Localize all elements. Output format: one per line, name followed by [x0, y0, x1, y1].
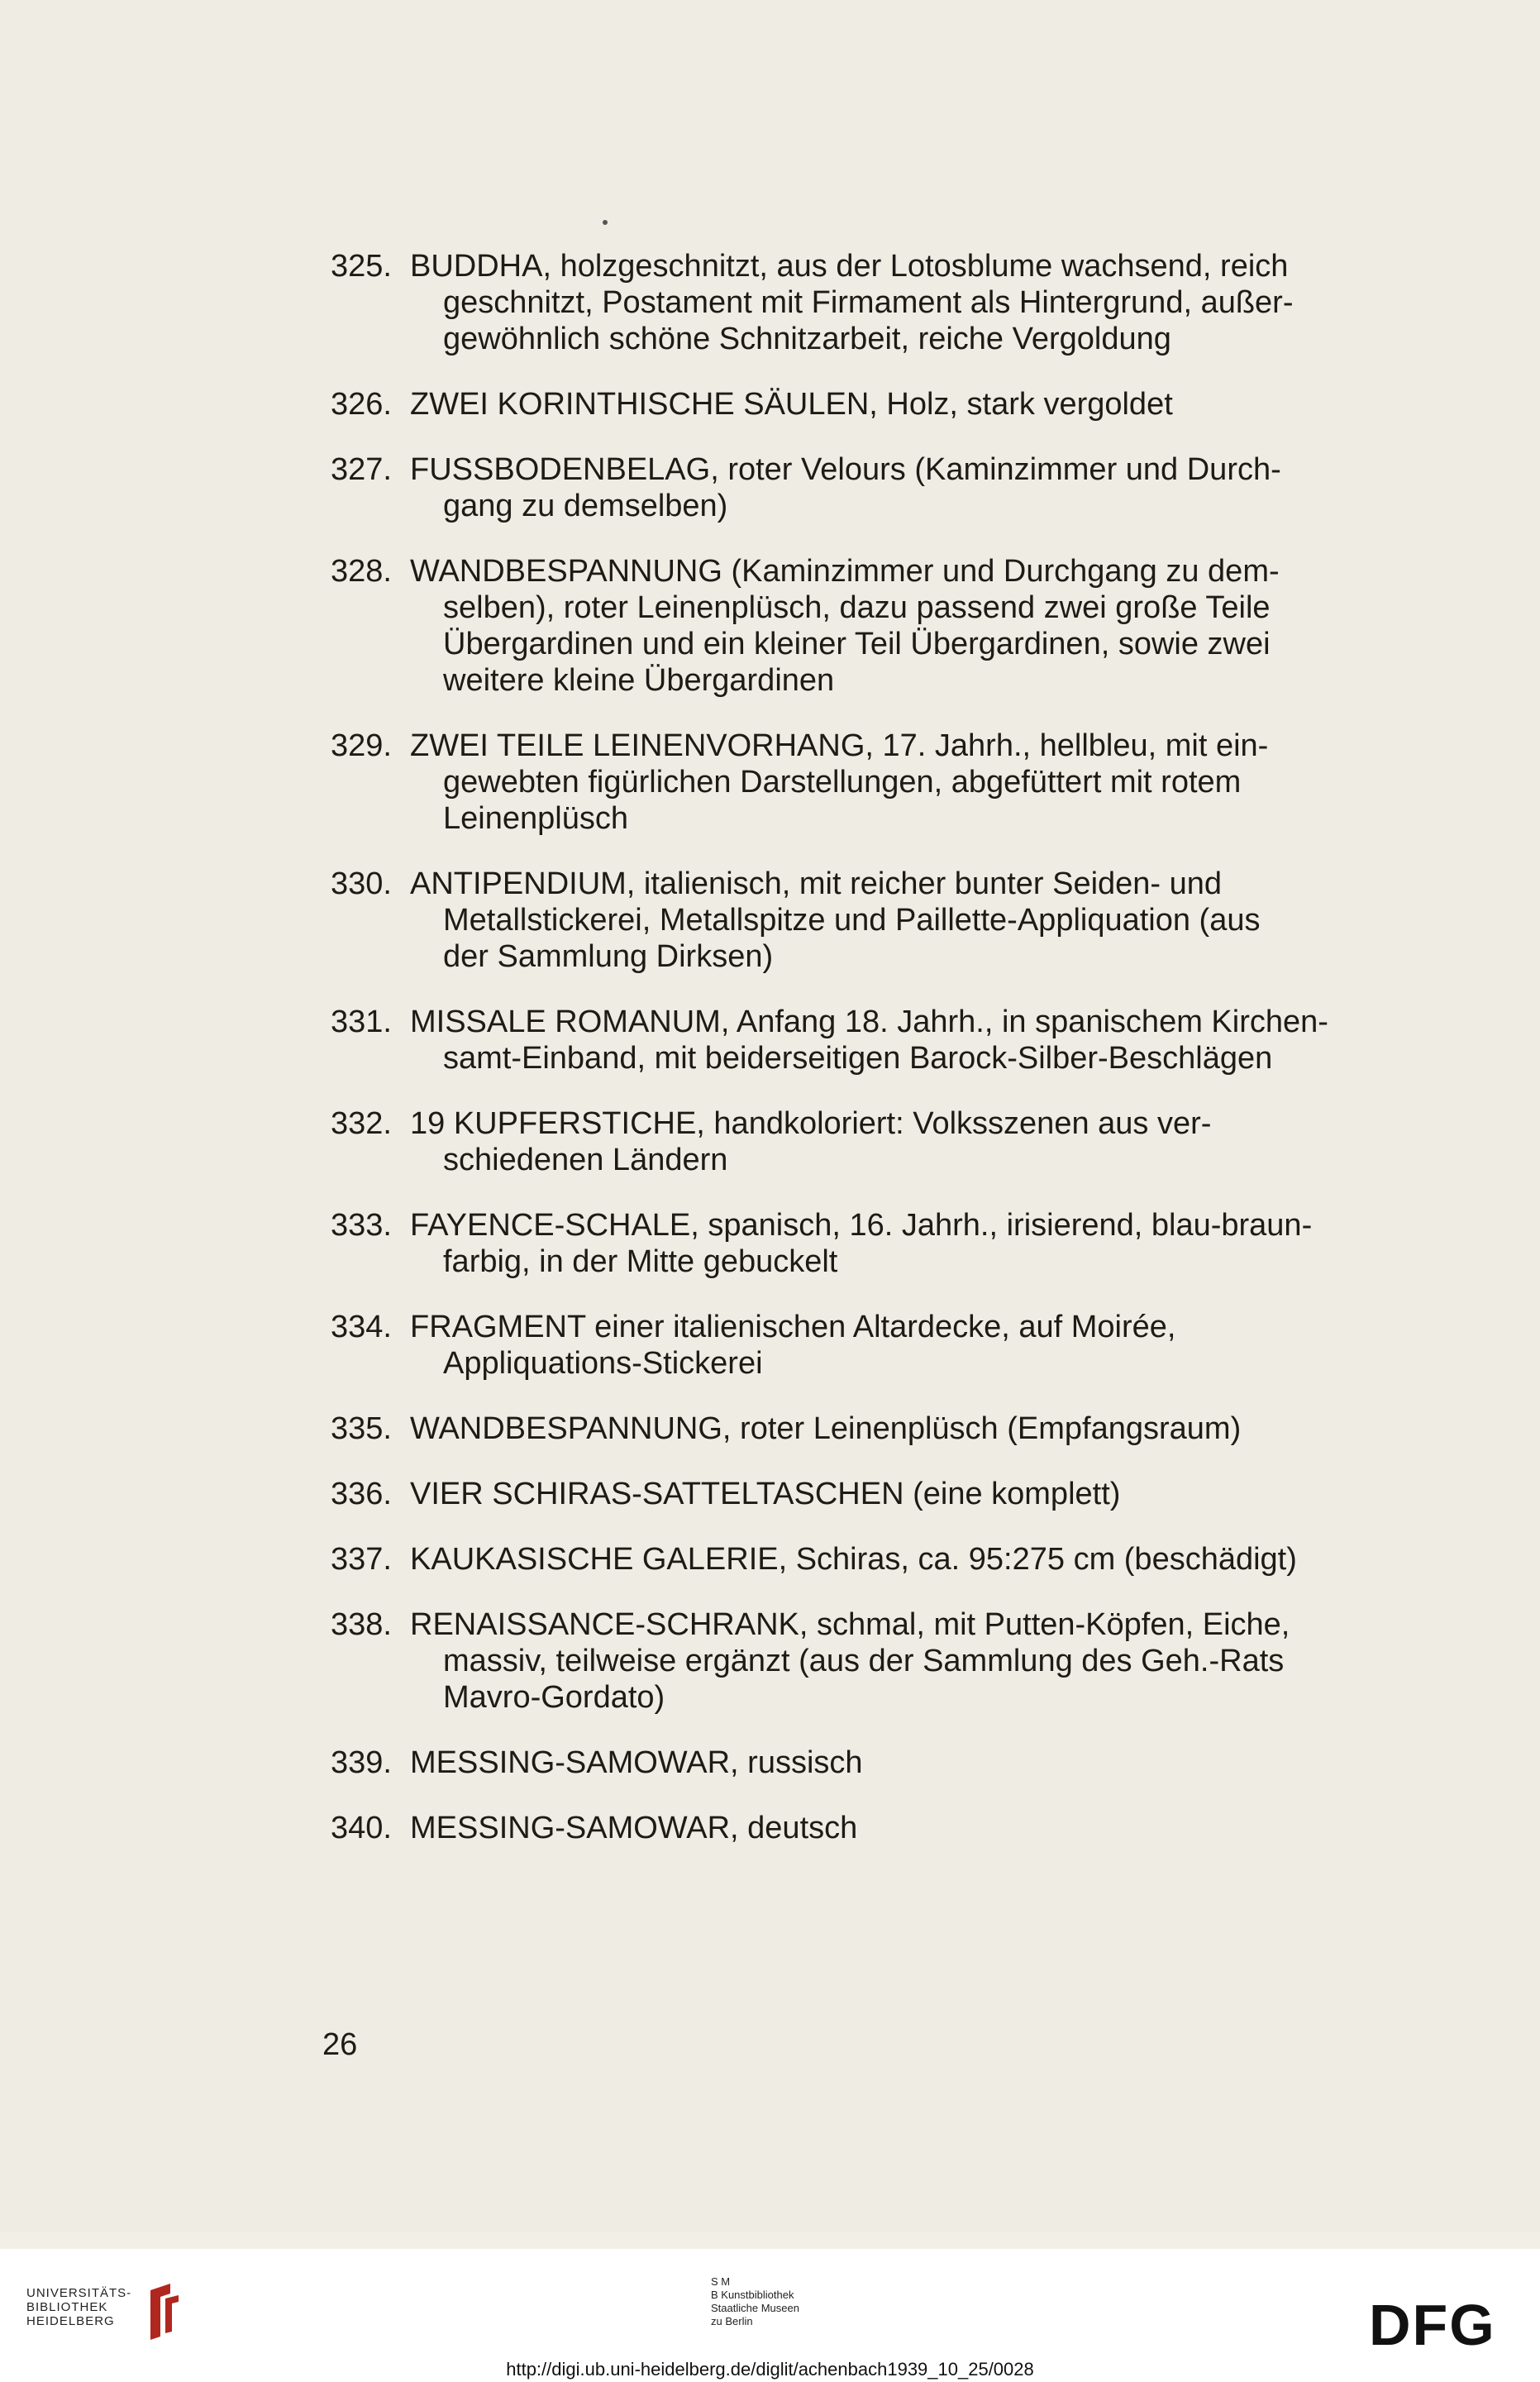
- entry-description: [410, 386, 1438, 422]
- entry-line: weitere kleine Übergardinen: [443, 663, 835, 698]
- entry-line: RENAISSANCE-SCHRANK, schmal, mit Putten-Köpfen, Eiche,: [410, 1607, 1290, 1642]
- entry-number: 326.: [331, 387, 392, 422]
- entry-line: samt-Einband, mit beiderseitigen Barock-Silber-Beschlägen: [443, 1041, 1273, 1076]
- entry-line: FAYENCE-SCHALE, spanisch, 16. Jahrh., irisierend, blau-braun-: [410, 1208, 1313, 1243]
- entry-line: Leinenplüsch: [443, 801, 628, 836]
- catalog-entry: [322, 1810, 1438, 1846]
- entry-number: 325.: [331, 249, 392, 284]
- catalog-entry: [322, 1745, 1438, 1781]
- catalog-entry: [322, 1411, 1438, 1447]
- catalog-entry: [322, 553, 1438, 699]
- entry-description: [410, 1606, 1438, 1716]
- entry-description: [410, 451, 1438, 524]
- entry-number: 327.: [331, 452, 392, 487]
- entry-number: 340.: [331, 1811, 392, 1845]
- entry-line: FUSSBODENBELAG, roter Velours (Kaminzimmer und Durch-: [410, 452, 1281, 487]
- catalog-entry: [322, 1541, 1438, 1578]
- entry-line: FRAGMENT einer italienischen Altardecke, auf Moirée,: [410, 1310, 1176, 1344]
- entry-number: 333.: [331, 1208, 392, 1243]
- entry-line: MESSING-SAMOWAR, deutsch: [410, 1811, 858, 1845]
- entry-description: [410, 1105, 1438, 1178]
- catalog-entry: [322, 728, 1438, 837]
- entry-line: Appliquations-Stickerei: [443, 1346, 763, 1381]
- catalog-entry: [322, 248, 1438, 357]
- entry-number: 330.: [331, 866, 392, 901]
- catalog-entry: [322, 1476, 1438, 1512]
- sm-logo-line: S M: [711, 2275, 731, 2288]
- entry-description: [410, 1810, 1438, 1846]
- dfg-logo: DFG: [1369, 2293, 1496, 2357]
- sm-logo-line: Staatliche Museen: [711, 2302, 799, 2314]
- entry-line: geschnitzt, Postament mit Firmament als Hintergrund, außer-: [443, 285, 1294, 320]
- entry-line: der Sammlung Dirksen): [443, 939, 774, 974]
- entry-line: ZWEI TEILE LEINENVORHANG, 17. Jahrh., hellbleu, mit ein-: [410, 728, 1269, 763]
- entry-description: [410, 1411, 1438, 1447]
- catalog-list: [322, 248, 1438, 1875]
- entry-description: [410, 728, 1438, 837]
- entry-number: 338.: [331, 1607, 392, 1642]
- entry-number: 334.: [331, 1310, 392, 1344]
- entry-number: 331.: [331, 1005, 392, 1039]
- catalog-entry: [322, 1105, 1438, 1178]
- entry-description: [410, 1476, 1438, 1512]
- entry-line: ZWEI KORINTHISCHE SÄULEN, Holz, stark vergoldet: [410, 387, 1173, 422]
- catalog-entry: [322, 451, 1438, 524]
- sm-kunstbibliothek-logo: [711, 2275, 799, 2328]
- university-emblem-icon: [142, 2282, 185, 2343]
- entry-line: WANDBESPANNUNG, roter Leinenplüsch (Empfangsraum): [410, 1411, 1242, 1446]
- university-library-logo: [26, 2286, 131, 2328]
- university-logo-line: BIBLIOTHEK: [26, 2300, 108, 2314]
- catalog-entry: [322, 1004, 1438, 1076]
- entry-description: [410, 866, 1438, 975]
- catalog-entry: [322, 866, 1438, 975]
- entry-line: schiedenen Ländern: [443, 1143, 728, 1177]
- sm-logo-line: zu Berlin: [711, 2315, 753, 2327]
- permalink-url[interactable]: http://digi.ub.uni-heidelberg.de/diglit/achenbach1939_10_25/0028: [506, 2359, 1034, 2380]
- entry-line: KAUKASISCHE GALERIE, Schiras, ca. 95:275 cm (beschädigt): [410, 1542, 1297, 1577]
- catalog-entry: [322, 386, 1438, 422]
- catalog-entry: [322, 1606, 1438, 1716]
- entry-line: gewebten figürlichen Darstellungen, abgefüttert mit rotem: [443, 765, 1242, 800]
- entry-number: 335.: [331, 1411, 392, 1446]
- entry-line: Metallstickerei, Metallspitze und Paillette-Appliquation (aus: [443, 903, 1261, 938]
- entry-line: massiv, teilweise ergänzt (aus der Sammlung des Geh.-Rats: [443, 1644, 1285, 1678]
- entry-description: [410, 553, 1438, 699]
- entry-number: 336.: [331, 1477, 392, 1511]
- entry-number: 339.: [331, 1745, 392, 1780]
- university-logo-line: UNIVERSITÄTS-: [26, 2286, 132, 2300]
- page-number: 26: [322, 2027, 358, 2062]
- entry-line: Mavro-Gordato): [443, 1680, 665, 1715]
- ink-dot: [603, 220, 608, 225]
- entry-line: gang zu demselben): [443, 489, 728, 523]
- entry-line: gewöhnlich schöne Schnitzarbeit, reiche Vergoldung: [443, 322, 1171, 356]
- entry-description: [410, 1745, 1438, 1781]
- entry-number: 332.: [331, 1106, 392, 1141]
- catalog-entry: [322, 1309, 1438, 1382]
- entry-line: 19 KUPFERSTICHE, handkoloriert: Volksszenen aus ver-: [410, 1106, 1212, 1141]
- entry-number: 328.: [331, 554, 392, 589]
- entry-line: farbig, in der Mitte gebuckelt: [443, 1244, 838, 1279]
- entry-line: ANTIPENDIUM, italienisch, mit reicher bunter Seiden- und: [410, 866, 1223, 901]
- entry-line: BUDDHA, holzgeschnitzt, aus der Lotosblume wachsend, reich: [410, 249, 1289, 284]
- entry-line: MESSING-SAMOWAR, russisch: [410, 1745, 863, 1780]
- entry-line: MISSALE ROMANUM, Anfang 18. Jahrh., in spanischem Kirchen-: [410, 1005, 1328, 1039]
- entry-description: [410, 248, 1438, 357]
- entry-description: [410, 1541, 1438, 1578]
- entry-description: [410, 1004, 1438, 1076]
- entry-description: [410, 1309, 1438, 1382]
- university-logo-line: HEIDELBERG: [26, 2314, 115, 2328]
- entry-line: VIER SCHIRAS-SATTELTASCHEN (eine komplett): [410, 1477, 1121, 1511]
- catalog-entry: [322, 1207, 1438, 1280]
- entry-line: selben), roter Leinenplüsch, dazu passend zwei große Teile: [443, 590, 1271, 625]
- sm-logo-line: B Kunstbibliothek: [711, 2289, 794, 2301]
- entry-description: [410, 1207, 1438, 1280]
- entry-number: 329.: [331, 728, 392, 763]
- entry-number: 337.: [331, 1542, 392, 1577]
- entry-line: Übergardinen und ein kleiner Teil Übergardinen, sowie zwei: [443, 627, 1271, 661]
- entry-line: WANDBESPANNUNG (Kaminzimmer und Durchgang zu dem-: [410, 554, 1280, 589]
